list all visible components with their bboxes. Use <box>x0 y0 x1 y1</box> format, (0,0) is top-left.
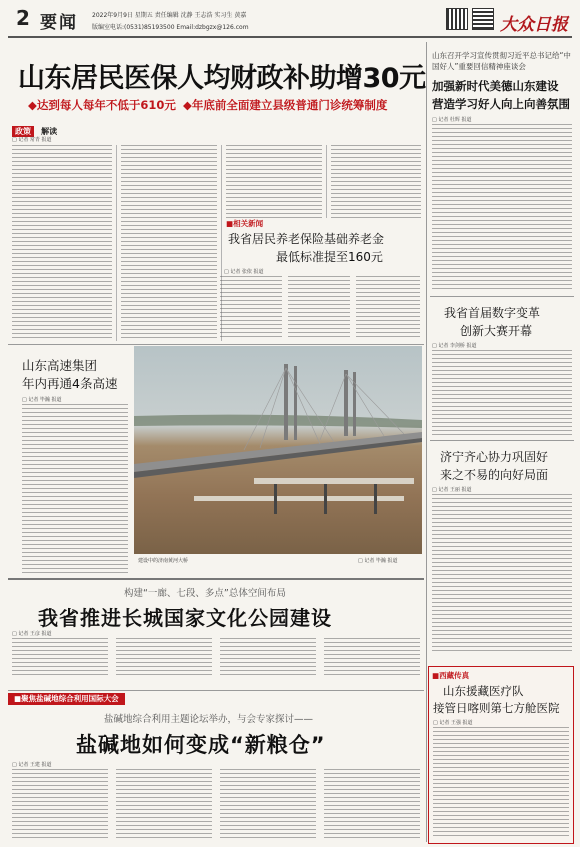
photo-credit: □ 记者 毕瀚 报道 <box>358 558 398 564</box>
expressway-headline-line-2[interactable]: 年内再通4条高速 <box>22 376 118 391</box>
lead-subhead-right: ◆年底前全面建立县级普通门诊统筹制度 <box>183 98 388 112</box>
saline-kicker: 盐碱地综合利用主题论坛举办，与会专家探讨—— <box>104 714 314 725</box>
digital-headline-line-1[interactable]: 我省首届数字变革 <box>444 306 541 320</box>
expressway-body <box>22 404 128 574</box>
expressway-story <box>8 346 424 576</box>
jining-body <box>432 494 572 654</box>
related-body-col-3 <box>356 276 420 340</box>
digital-headline-line-2[interactable]: 创新大赛开幕 <box>460 324 533 338</box>
greatwall-headline[interactable]: 我省推进长城国家文化公园建设 <box>38 606 332 630</box>
jining-byline: □ 记者 王丽 报道 <box>432 487 472 493</box>
digital-body <box>432 350 572 436</box>
sidebar-headline-line-2[interactable]: 营造学习好人向上向善氛围 <box>432 97 570 111</box>
sidebar-headline-line-1[interactable]: 加强新时代美德山东建设 <box>432 79 559 93</box>
sidebar-body <box>432 124 572 292</box>
tibet-byline: □ 记者 王强 报道 <box>433 720 473 726</box>
lead-byline: □ 记者 常青 报道 <box>12 137 52 143</box>
column-tag-label: 政策 <box>12 126 34 137</box>
greatwall-body-col-1 <box>12 638 108 678</box>
sidebar-kicker: 山东召开学习宣传贯彻习近平总书记给“中国好人”重要回信精神座谈会 <box>432 51 571 71</box>
section-title: 要闻 <box>40 13 78 33</box>
bridge-photo[interactable] <box>134 346 422 554</box>
related-body-col-1 <box>220 276 282 340</box>
saline-body-col-4 <box>324 769 420 841</box>
column-tag-suffix: 解读 <box>41 127 58 136</box>
greatwall-body-col-3 <box>220 638 316 678</box>
lead-headline[interactable]: 山东居民医保人均财政补助增30元 <box>18 63 426 94</box>
paper-name-logo: 大众日报 <box>500 15 568 35</box>
date-line: 2022年9月9日 星期五 责任编辑 沈静 王志浩 实习生 黄嘉 <box>92 12 247 19</box>
jining-headline-line-1[interactable]: 济宁齐心协力巩固好 <box>440 450 549 464</box>
saline-body-col-3 <box>220 769 316 841</box>
jining-headline-line-2[interactable]: 来之不易的向好局面 <box>440 468 549 482</box>
saline-byline: □ 记者 王建 报道 <box>12 762 52 768</box>
saline-body-col-1 <box>12 769 108 841</box>
page-number: 2 <box>16 6 30 30</box>
greatwall-body-col-4 <box>324 638 420 678</box>
saline-body-col-2 <box>116 769 212 841</box>
masthead-rule <box>8 36 572 38</box>
related-news <box>220 219 420 342</box>
related-headline-line-1[interactable]: 我省居民养老保险基础养老金 <box>228 232 385 246</box>
greatwall-kicker: 构建“一廊、七段、多点”总体空间布局 <box>124 588 286 599</box>
expressway-byline: □ 记者 毕瀚 报道 <box>22 397 62 403</box>
digital-story <box>430 298 574 438</box>
tibet-tag: ■西藏传真 <box>432 671 470 680</box>
related-tag: ■相关新闻 <box>226 219 264 228</box>
masthead <box>0 0 580 42</box>
lead-body-col-4 <box>331 145 421 218</box>
bridge-photo-illustration <box>134 346 422 554</box>
greatwall-body-col-2 <box>116 638 212 678</box>
sidebar-top-story <box>430 44 574 294</box>
saline-headline[interactable]: 盐碱地如何变成“新粮仓” <box>76 733 326 757</box>
lead-body-col-1 <box>12 145 112 341</box>
greatwall-story <box>8 582 424 690</box>
saline-story <box>8 693 424 843</box>
tibet-headline-line-2[interactable]: 接管日喀则第七方舱医院 <box>433 701 560 715</box>
related-body-col-2 <box>288 276 350 340</box>
related-byline: □ 记者 张依 报道 <box>224 269 264 275</box>
sidebar-byline: □ 记者 杜辉 报道 <box>432 117 472 123</box>
tibet-body <box>433 727 569 839</box>
contact-line: 版编室电话:(0531)85193500 Email:dzbgzx@126.com <box>92 24 249 31</box>
lead-body-col-2 <box>121 145 217 341</box>
greatwall-byline: □ 记者 王彦 报道 <box>12 631 52 637</box>
lead-subhead-left: ◆达到每人每年不低于610元 <box>28 98 176 112</box>
expressway-headline-line-1[interactable]: 山东高速集团 <box>22 358 98 373</box>
qr-code-icon <box>446 8 468 30</box>
photo-caption: 建设中的济南黄河大桥 <box>138 558 189 564</box>
related-headline-line-2[interactable]: 最低标准提至160元 <box>276 250 383 264</box>
lead-body-col-3 <box>226 145 322 218</box>
qr-code-icon <box>472 8 494 30</box>
tibet-headline-line-1[interactable]: 山东援藏医疗队 <box>443 684 524 698</box>
saline-banner: ■聚焦盐碱地综合利用国际大会 <box>8 693 125 705</box>
jining-story <box>430 442 574 658</box>
tibet-story <box>428 666 574 844</box>
digital-byline: □ 记者 李剑桥 报道 <box>432 343 477 349</box>
